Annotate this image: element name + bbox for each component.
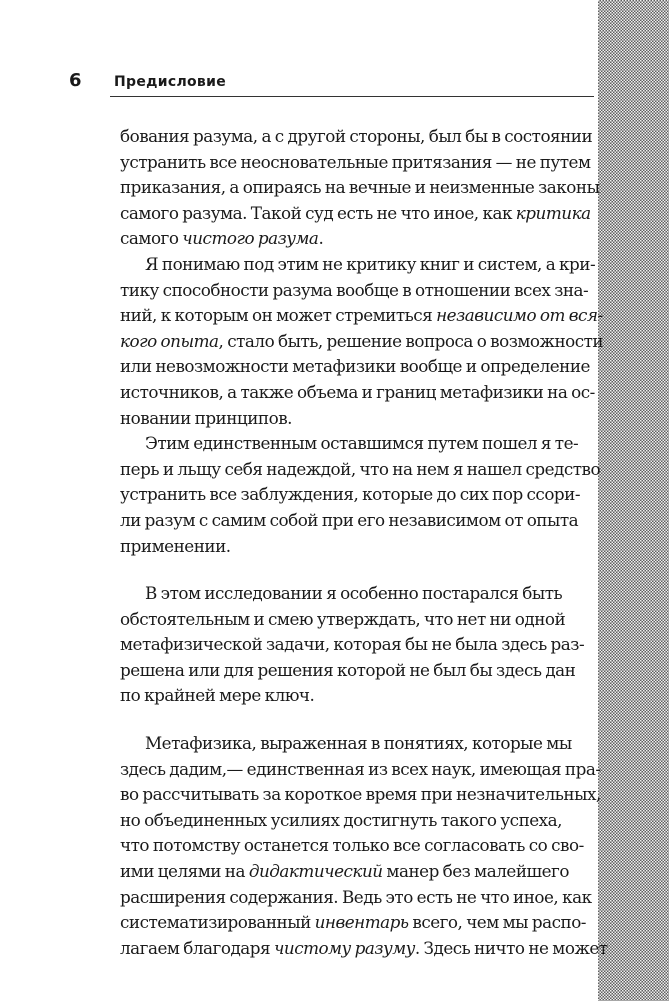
text-line: применении. [120, 535, 231, 556]
paragraph [120, 581, 595, 709]
italic-term: инвентарь [314, 912, 409, 933]
text-line: во рассчитывать за короткое время при незначительных, [120, 784, 601, 805]
text-line: здесь дадим,— единственная из всех наук, имеющая пра- [120, 758, 601, 779]
text-line: ими целями на дидактический манер без малейшего [120, 861, 569, 882]
text-line: самого разума. Такой суд есть не что иное, как критика [120, 202, 591, 223]
italic-term: чистого разума [182, 228, 319, 249]
text-line: Я понимаю под этим не критику книг и систем, а кри- [145, 253, 596, 274]
italic-term: кого опыта [120, 330, 219, 351]
text-line: или невозможности метафизики вообще и определение [120, 356, 590, 377]
text-line: устранить все неосновательные притязания — не путем [120, 151, 591, 172]
paragraph [120, 252, 604, 431]
text-line: тику способности разума вообще в отношении всех зна- [120, 279, 589, 300]
italic-term: чистому разуму [273, 937, 415, 958]
text-line: приказания, а опираясь на вечные и неизменные законы [120, 177, 600, 198]
header-rule [110, 96, 594, 97]
text-line: перь и льщу себя надеждой, что на нем я нашел средство [120, 458, 601, 479]
text-line: устранить все заблуждения, которые до сих пор ссори- [120, 484, 581, 505]
page-number: 6 [69, 70, 82, 91]
text-line: метафизической задачи, которая бы не была здесь раз- [120, 634, 585, 655]
running-title: Предисловие [114, 74, 226, 90]
text-line: самого чистого разума. [120, 228, 324, 249]
text-line: бования разума, а с другой стороны, был бы в состоянии [120, 126, 593, 146]
paragraph [120, 124, 600, 252]
text-line: расширения содержания. Ведь это есть не что иное, как [120, 886, 592, 907]
paragraph [120, 431, 601, 559]
text-line: В этом исследовании я особенно постарался быть [145, 583, 563, 604]
text-line: ли разум с самим собой при его независимом от опыта [120, 509, 579, 530]
text-line: источников, а также объема и границ метафизики на ос- [120, 381, 595, 402]
text-line: систематизированный инвентарь всего, чем мы распо- [120, 912, 586, 933]
italic-term: критика [515, 202, 591, 223]
text-line: по крайней мере ключ. [120, 685, 315, 706]
italic-term: независимо от вся- [436, 305, 603, 326]
text-line: ний, к которым он может стремиться независимо от вся- [120, 305, 603, 326]
page-edge-texture [598, 0, 669, 1001]
text-line: Этим единственным оставшимся путем пошел я те- [145, 433, 579, 454]
text-line: решена или для решения которой не был бы здесь дан [120, 659, 576, 680]
text-line: но объединенных усилиях достигнуть такого успеха, [120, 809, 562, 830]
italic-term: дидактический [248, 861, 383, 882]
text-line: кого опыта, стало быть, решение вопроса о возможности [120, 330, 604, 351]
text-line: новании принципов. [120, 407, 292, 428]
text-line: что потомству останется только все согласовать со сво- [120, 835, 584, 856]
paragraph [120, 731, 608, 961]
text-line: обстоятельным и смею утверждать, что нет ни одной [120, 608, 566, 629]
running-header [69, 70, 594, 98]
text-line: Метафизика, выраженная в понятиях, которые мы [145, 733, 572, 754]
text-line: лагаем благодаря чистому разуму. Здесь ничто не может [120, 937, 608, 958]
body-text [120, 124, 608, 961]
